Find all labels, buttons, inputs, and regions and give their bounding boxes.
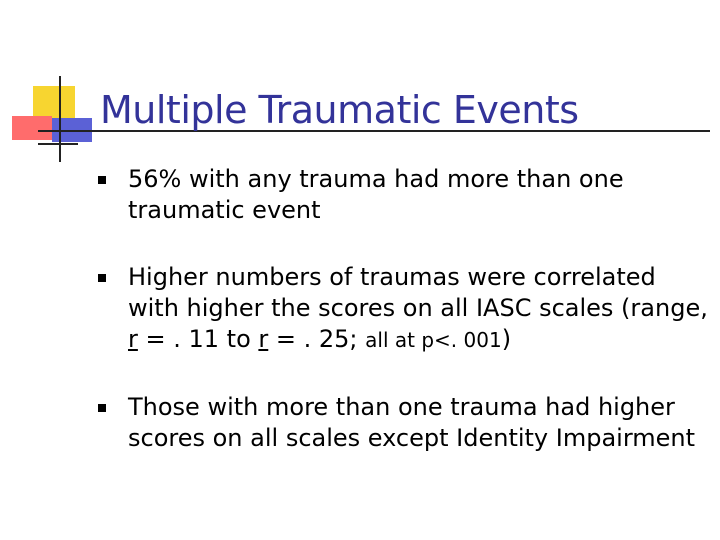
significance-note: all at p<. 001 bbox=[365, 328, 502, 352]
bullet-text-part: ) bbox=[501, 325, 512, 353]
r-symbol: r bbox=[258, 325, 269, 353]
red-square bbox=[12, 116, 52, 140]
bullet-text: 56% with any trauma had more than one traumatic event bbox=[128, 165, 624, 224]
bullet-item bbox=[98, 392, 708, 454]
bullet-text-part: Higher numbers of traumas were correlated with higher the scores on all IASC scales (range, bbox=[128, 263, 708, 322]
bullet-square-icon bbox=[98, 176, 106, 184]
short-horizontal-rule bbox=[38, 143, 78, 145]
decorative-logo bbox=[0, 0, 110, 170]
bullet-item bbox=[98, 262, 708, 356]
bullet-text: Those with more than one trauma had higher scores on all scales except Identity Impairment bbox=[128, 393, 696, 452]
r-symbol: r bbox=[128, 325, 138, 353]
bullet-item bbox=[98, 164, 708, 226]
bullet-text-part: = . 25; bbox=[268, 325, 366, 353]
bullet-text-part: = . 11 to bbox=[137, 325, 259, 353]
bullet-square-icon bbox=[98, 274, 106, 282]
slide-title: Multiple Traumatic Events bbox=[100, 88, 579, 132]
bullet-list bbox=[98, 164, 708, 490]
bullet-square-icon bbox=[98, 404, 106, 412]
vertical-rule bbox=[59, 76, 61, 162]
